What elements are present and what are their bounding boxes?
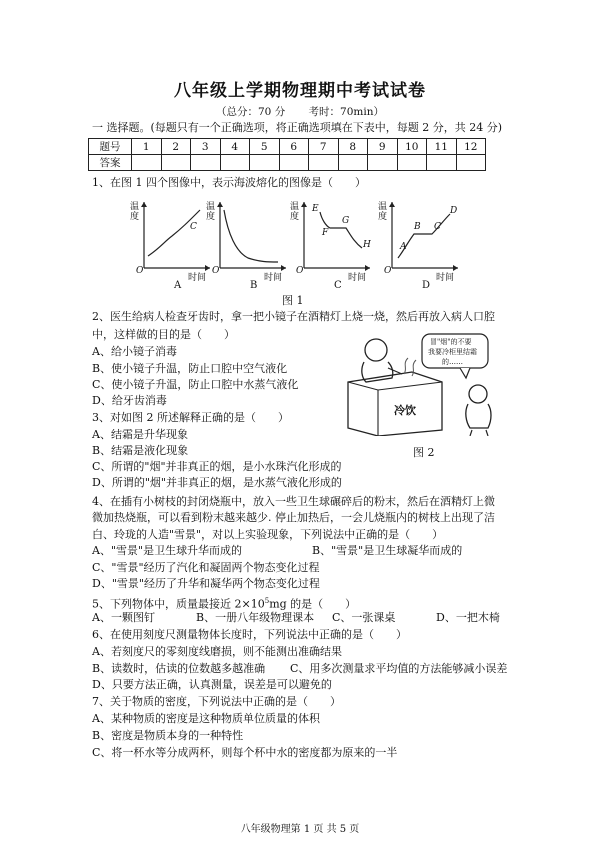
vendor-head: [365, 339, 387, 361]
table-cell-number: 4: [220, 139, 250, 155]
table-cell-number: 9: [368, 139, 398, 155]
figure-1-caption: 图 1: [282, 294, 304, 307]
table-cell-number: 5: [250, 139, 280, 155]
answer-table-answer-row: [89, 155, 486, 171]
table-row-label: 题号: [89, 139, 132, 155]
freezer-lid-edge: [348, 382, 442, 390]
y-arrow: [141, 202, 147, 207]
answer-cell[interactable]: [220, 155, 250, 171]
q6-option-d: D、只要方法正确，认真测量，误差是可以避免的: [92, 678, 332, 691]
graph-xlabel: 时间: [188, 273, 207, 283]
figure-2-illustration: [342, 332, 518, 436]
q5-option-d: D、一把木椅: [436, 611, 500, 624]
q2-stem-line1: 2、医生给病人检查牙齿时，拿一把小镜子在酒精灯上烧一烧，然后再放入病人口腔: [92, 310, 495, 323]
graph-point-label: E: [312, 204, 319, 214]
q5-stem-pre: 5、下列物体中，质量最接近 2×10: [92, 597, 265, 611]
child-legs: [470, 430, 488, 436]
exam-meta: [0, 104, 600, 119]
answer-cell[interactable]: [250, 155, 280, 171]
table-cell-number: 7: [309, 139, 339, 155]
q2-option-b: B、使小镜子升温，防止口腔中空气液化: [92, 362, 288, 375]
graph-b: [206, 198, 290, 291]
q7-option-a: A、某种物质的密度是这种物质单位质量的体积: [92, 712, 320, 725]
q5-stem-post: mg 的是（ ）: [269, 597, 357, 611]
graph-origin: O: [212, 266, 220, 276]
q6-option-a: A、若刻度尺的零刻度线磨损，则不能测出准确结果: [92, 645, 342, 658]
figure-2-caption: 图 2: [413, 446, 435, 459]
q6-option-b: B、读数时，估读的位数越多越准确: [92, 662, 266, 675]
graph-ylabel: 温度: [206, 202, 216, 222]
table-cell-number: 6: [279, 139, 309, 155]
q6-stem: 6、在使用刻度尺测量物体长度时，下列说法中正确的是（ ）: [92, 628, 407, 641]
child-head: [469, 385, 487, 403]
bubble-text-1: 冒"烟"的不要: [430, 338, 472, 346]
total-score: （总分：70 分: [216, 106, 286, 118]
y-arrow: [217, 202, 223, 207]
q7-stem: 7、关于物质的密度，下列说法中正确的是（ ）: [92, 695, 341, 708]
graph-letter: C: [334, 280, 342, 291]
q2-stem-line2: 中，这样做的目的是（ ）: [92, 328, 235, 341]
y-arrow: [301, 202, 307, 207]
graph-ylabel: 温度: [290, 202, 300, 222]
y-arrow: [389, 202, 395, 207]
graph-point-label: A: [400, 242, 407, 252]
curve: [224, 210, 278, 262]
q3-option-a: A、结霜是升华现象: [92, 428, 188, 441]
graph-d: [378, 198, 462, 291]
bubble-text-2: 我要冷柜里结霜: [428, 348, 477, 356]
section-heading: 一 选择题。(每题只有一个正确选项，将正确选项填在下表中，每题 2 分，共 24 分): [92, 121, 503, 134]
q3-stem: 3、对如图 2 所述解释正确的是（ ）: [92, 411, 289, 424]
q4-option-c: C、"雪景"经历了汽化和凝固两个物态变化过程: [92, 561, 320, 574]
answer-cell[interactable]: [309, 155, 339, 171]
q5-stem-exponent: 5: [264, 597, 270, 605]
table-cell-number: 8: [338, 139, 368, 155]
graph-point-label: H: [363, 240, 371, 250]
q5-option-b: B、一册八年级物理课本: [196, 611, 315, 624]
q7-option-c: C、将一杯水等分成两杯，则每个杯中水的密度都为原来的一半: [92, 746, 398, 759]
q4-stem-line3: 白、玲珑的人造"雪景"，对以上实验现象，下列说法中正确的是（ ）: [92, 528, 444, 541]
q5-stem: [92, 594, 356, 612]
graph-origin: O: [136, 266, 144, 276]
q3-option-b: B、结霜是液化现象: [92, 444, 189, 457]
speech-tail: [460, 368, 470, 378]
exam-time: 考时：70min）: [308, 106, 384, 118]
graph-a: [130, 198, 214, 291]
graph-ylabel: 温度: [378, 202, 388, 222]
answer-cell[interactable]: [338, 155, 368, 171]
vendor-arm: [388, 368, 402, 374]
graph-point-label: F: [322, 228, 329, 238]
graph-origin: O: [296, 266, 304, 276]
q4-option-a: A、"雪景"是卫生球升华而成的: [92, 544, 243, 557]
table-cell-number: 12: [456, 139, 486, 155]
graph-c: [290, 198, 374, 291]
bubble-text-3: 的……: [442, 358, 463, 366]
answer-cell[interactable]: [191, 155, 221, 171]
q5-option-a: A、一颗图钉: [92, 611, 155, 624]
freezer-label: 冷饮: [394, 404, 416, 417]
answer-cell[interactable]: [368, 155, 398, 171]
q2-option-c: C、使小镜子升温，防止口腔中水蒸气液化: [92, 378, 299, 391]
q4-option-d: D、"雪景"经历了升华和凝华两个物态变化过程: [92, 577, 320, 590]
answer-cell[interactable]: [161, 155, 191, 171]
answer-cell[interactable]: [279, 155, 309, 171]
graph-xlabel: 时间: [348, 273, 367, 283]
answer-cell[interactable]: [397, 155, 427, 171]
q5-option-c: C、一张课桌: [332, 611, 396, 624]
graph-point-label: B: [414, 222, 421, 232]
child-body: [466, 404, 491, 428]
q6-option-c: C、用多次测量求平均值的方法能够减小误差: [290, 662, 508, 675]
q2-option-d: D、给牙齿消毒: [92, 394, 167, 407]
q7-option-b: B、密度是物质本身的一种特性: [92, 729, 244, 742]
table-row-label: 答案: [89, 155, 132, 171]
answer-table-header-row: [89, 139, 486, 155]
graph-origin: O: [384, 266, 392, 276]
graph-letter: D: [422, 280, 431, 291]
answer-table: [88, 138, 486, 171]
curve: [148, 210, 200, 256]
page-footer: 八年级物理第 1 页 共 5 页: [240, 824, 360, 835]
graph-point-label: D: [450, 206, 458, 216]
answer-cell[interactable]: [132, 155, 162, 171]
graph-point-label: C: [434, 222, 441, 232]
q4-stem-line2: 微加热烧瓶，可以看到粉末越来越少. 停止加热后，一会儿烧瓶内的树枝上出现了洁: [92, 511, 495, 524]
graph-point-label: C: [190, 222, 197, 232]
answer-cell[interactable]: [456, 155, 486, 171]
q2-option-a: A、给小镜子消毒: [92, 345, 177, 358]
page-title: 八年级上学期物理期中考试试卷: [174, 81, 426, 101]
table-cell-number: 10: [397, 139, 427, 155]
table-cell-number: 11: [427, 139, 457, 155]
q4-stem-line1: 4、在插有小树枝的封闭烧瓶中，放入一些卫生球碾碎后的粉末，然后在酒精灯上微: [92, 495, 495, 508]
graph-letter: B: [250, 280, 258, 291]
table-cell-number: 1: [132, 139, 162, 155]
table-cell-number: 2: [161, 139, 191, 155]
q4-option-b: B、"雪景"是卫生球凝华而成的: [312, 544, 463, 557]
q3-option-c: C、所谓的"烟"并非真正的烟，是小水珠汽化形成的: [92, 460, 342, 473]
graph-point-label: G: [342, 216, 350, 226]
answer-cell[interactable]: [427, 155, 457, 171]
q3-option-d: D、所谓的"烟"并非真正的烟，是水蒸气液化形成的: [92, 476, 342, 489]
graph-letter: A: [174, 280, 182, 291]
graph-ylabel: 温度: [130, 202, 140, 222]
graph-xlabel: 时间: [264, 273, 283, 283]
q1-stem: 1、在图 1 四个图像中，表示海波熔化的图像是（ ）: [92, 176, 366, 189]
table-cell-number: 3: [191, 139, 221, 155]
graph-xlabel: 时间: [436, 273, 455, 283]
